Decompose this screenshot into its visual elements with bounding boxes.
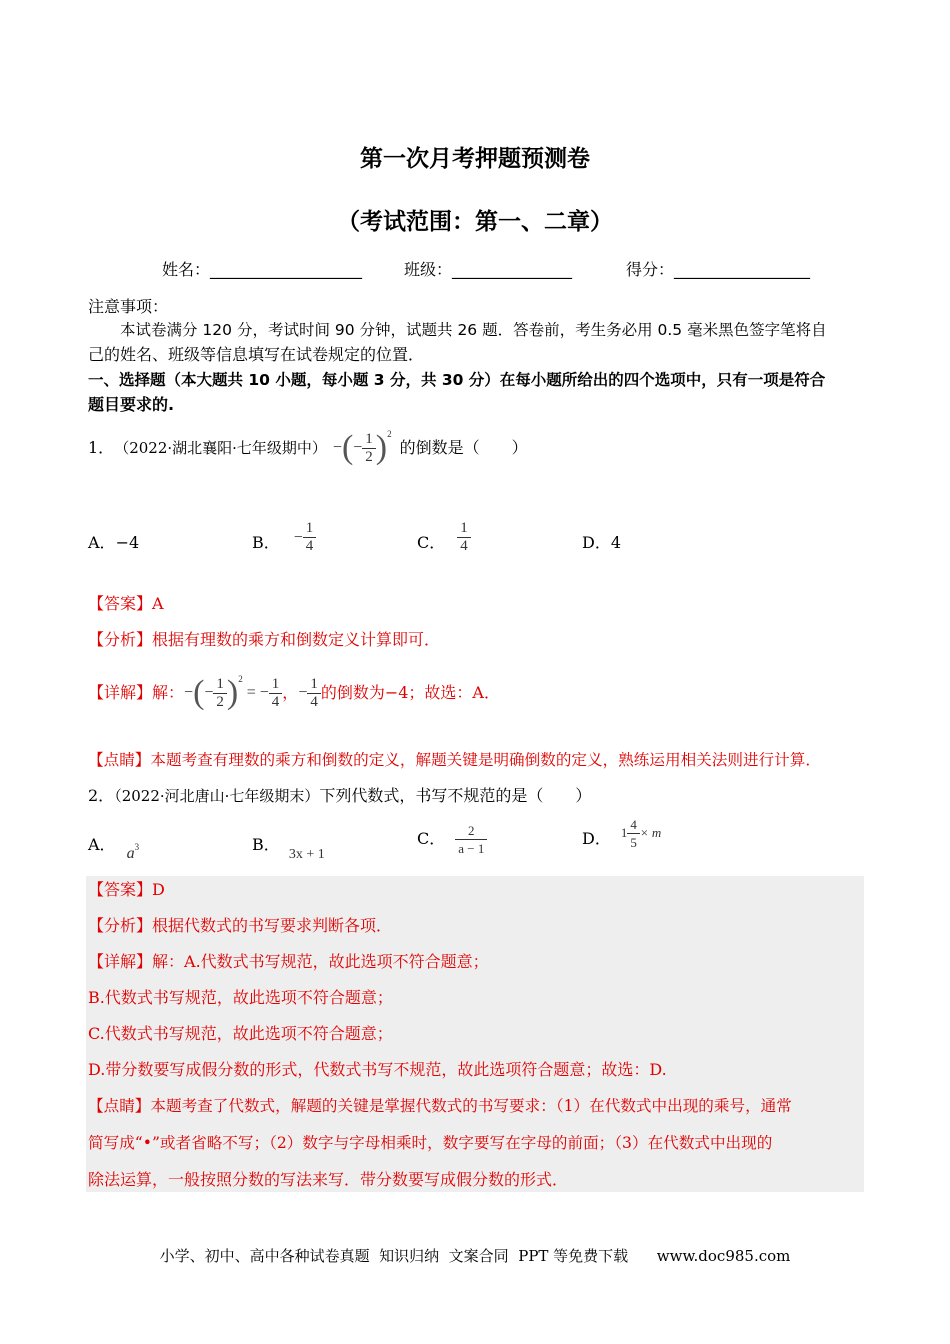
- page-subtitle: （考试范围：第一、二章）: [337, 209, 613, 235]
- q2-answer-tag: 【答案】: [88, 880, 153, 899]
- q1-detail-result-num: 1: [271, 675, 280, 692]
- class-blank: _______________: [452, 260, 573, 279]
- q2-option-d: [582, 818, 661, 860]
- q1-analysis: [88, 630, 440, 650]
- name-label: 姓名：: [162, 260, 211, 279]
- q2-option-c-label: C．: [417, 829, 446, 848]
- q1-option-b-label: B．: [252, 533, 280, 552]
- q1-source: （2022·湖北襄阳·七年级期中）: [114, 439, 327, 457]
- right-paren-icon: ): [226, 674, 239, 711]
- q1-detail-den: 2: [213, 693, 227, 711]
- q1-detail-comma: ，: [282, 683, 299, 702]
- q2-stem-text: 下列代数式，书写不规范的是（ ）: [319, 786, 592, 805]
- q2-option-b: [252, 835, 325, 862]
- q1-detail-num: 1: [216, 675, 224, 692]
- q1-detail-neg-den: 4: [307, 693, 321, 711]
- q1-answer: [88, 594, 164, 614]
- q1-option-c: [417, 505, 471, 555]
- q2-comment: [88, 1096, 792, 1116]
- q2-option-d-fraction: [627, 816, 640, 851]
- q2-analysis-tag: 【分析】: [88, 916, 153, 935]
- q2-option-c-fraction: [455, 822, 487, 857]
- q1-expr-inner-minus: −: [353, 439, 363, 456]
- question-2-stem: [88, 786, 591, 806]
- q2-option-a-label: A．: [88, 835, 116, 854]
- q2-analysis: [88, 916, 392, 936]
- q2-detail: [88, 952, 489, 972]
- q2-option-a: [88, 835, 140, 862]
- class-label: 班级：: [404, 260, 453, 279]
- q1-detail-expression: − ( − $\frac{1}{2}$ ) 2 = − $\frac{1}{4}$: [184, 673, 282, 713]
- q1-answer-tag: 【答案】: [88, 594, 153, 613]
- q1-expr-exponent: 2: [387, 429, 392, 439]
- q1-detail-fraction: [213, 676, 227, 711]
- q2-detail-c: C.代数式书写规范，故此选项不符合题意；: [88, 1024, 393, 1043]
- q1-detail-tag: 【详解】: [88, 683, 153, 702]
- q1-option-a: [88, 533, 139, 553]
- q1-detail-exponent: 2: [238, 674, 243, 684]
- q1-detail-eq: = −: [246, 684, 269, 701]
- q2-option-d-num: 4: [630, 816, 637, 832]
- q2-comment-line-3: 除法运算，一般按照分数的写法来写．带分数要写成假分数的形式．: [88, 1170, 569, 1189]
- q2-detail-d: D.带分数要写成假分数的形式，代数式书写不规范，故此选项符合题意；故选：D.: [88, 1060, 667, 1079]
- q2-answer: [88, 880, 165, 900]
- q1-expr-num: 1: [365, 430, 373, 447]
- q1-option-b-fraction: [303, 520, 317, 555]
- q1-option-b-num: 1: [305, 520, 314, 536]
- q1-stem-tail: 的倒数是（ ）: [399, 438, 528, 457]
- q2-option-a-base: a: [126, 845, 135, 862]
- q2-comment-line-2: 简写成“•”或者省略不写；（2）数字与字母相乘时，数字要写在字母的前面；（3）在代数式中出现的: [88, 1134, 773, 1152]
- page-title: 第一次月考押题预测卷: [360, 146, 590, 172]
- q2-option-d-label: D．: [582, 829, 611, 848]
- q1-detail-neg-fraction: [307, 676, 321, 711]
- section-heading-1: 一、选择题（本大题共 10 小题，每小题 3 分，共 30 分）在每小题所给出的四个选项中，只有一项是符合: [88, 371, 826, 389]
- q1-answer-value: A: [152, 594, 164, 613]
- q1-option-c-num: 1: [460, 520, 468, 536]
- score-blank: _________________: [674, 260, 811, 279]
- q2-option-c: [417, 818, 487, 860]
- q2-option-c-num: 2: [468, 822, 475, 838]
- q1-option-d: [582, 533, 621, 553]
- q1-option-c-fraction: [457, 520, 471, 555]
- q1-expr-den: 2: [362, 448, 376, 466]
- q2-source: （2022·河北唐山·七年级期末）: [114, 787, 320, 805]
- name-blank: ___________________: [210, 260, 363, 279]
- name-field: [162, 260, 362, 280]
- q1-comment-tag: 【点睛】: [88, 751, 151, 769]
- q1-comment: [88, 750, 821, 770]
- question-1-stem: [88, 425, 528, 471]
- q2-option-a-expr: [126, 842, 140, 862]
- q1-option-b: [252, 505, 316, 555]
- q1-option-a-value: −4: [115, 533, 140, 552]
- notice-line-1: 本试卷满分 120 分，考试时间 90 分钟，试题共 26 题．答卷前，考生务必用 0.5 毫米黑色签字笔将自: [120, 321, 827, 339]
- q2-option-d-tail: × m: [639, 825, 662, 840]
- q1-option-a-label: A．: [88, 533, 116, 552]
- notice-heading: 注意事项：: [88, 297, 169, 316]
- q2-option-c-den: a − 1: [455, 839, 487, 857]
- q2-detail-a: 解：A.代数式书写规范，故此选项不符合题意；: [152, 952, 489, 971]
- q1-option-d-label: D．: [582, 533, 611, 552]
- q1-detail-neg-num: 1: [310, 675, 318, 692]
- q1-option-b-sign: −: [293, 528, 303, 546]
- q2-option-d-den: 5: [627, 833, 640, 851]
- section-heading-2: 题目要求的.: [88, 395, 175, 414]
- q1-detail-tail: 的倒数为−4；故选：A．: [320, 683, 500, 702]
- q2-comment-tag: 【点睛】: [88, 1097, 151, 1115]
- class-field: [404, 260, 572, 280]
- q1-detail: [88, 666, 500, 720]
- q1-detail-result-fraction: [269, 676, 283, 711]
- q1-expr-minus: −: [332, 439, 342, 456]
- q1-comment-text: 本题考查有理数的乘方和倒数的定义，解题关键是明确倒数的定义，熟练运用相关法则进行计算．: [150, 751, 821, 769]
- q1-number: 1．: [88, 438, 115, 457]
- q2-analysis-text: 根据代数式的书写要求判断各项．: [152, 916, 393, 935]
- q2-comment-line-1: 本题考查了代数式，解题的关键是掌握代数式的书写要求：（1）在代数式中出现的乘号，通常: [150, 1097, 792, 1115]
- q1-detail-result-den: 4: [269, 693, 283, 711]
- q2-option-b-value: 3x + 1: [288, 847, 325, 862]
- left-paren-icon: (: [193, 674, 205, 711]
- q2-option-d-whole: 1: [620, 825, 628, 840]
- score-label: 得分：: [626, 260, 675, 279]
- q1-option-d-value: 4: [610, 533, 622, 552]
- q2-number: 2．: [88, 786, 115, 805]
- q1-detail-neg: −: [298, 684, 308, 701]
- q2-answer-value: D: [152, 880, 165, 899]
- q1-expr-fraction: [362, 431, 376, 466]
- left-paren-icon: (: [341, 429, 354, 466]
- right-paren-icon: ): [375, 429, 388, 466]
- notice-line-2: 己的姓名、班级等信息填写在试卷规定的位置．: [88, 345, 425, 364]
- score-field: [626, 260, 810, 280]
- q1-analysis-text: 根据有理数的乘方和倒数定义计算即可．: [152, 630, 441, 649]
- q1-option-c-den: 4: [457, 537, 471, 555]
- q1-detail-pre: 解：: [152, 683, 185, 702]
- q2-option-b-label: B．: [252, 835, 280, 854]
- page-footer: 小学、初中、高中各种试卷真题 知识归纳 文案合同 PPT 等免费下载 www.doc985.com: [159, 1247, 791, 1265]
- q1-expression: [333, 428, 392, 468]
- q2-detail-b: B.代数式书写规范，故此选项不符合题意；: [88, 988, 393, 1007]
- q1-analysis-tag: 【分析】: [88, 630, 153, 649]
- q1-option-b-den: 4: [303, 537, 317, 555]
- q2-option-a-exp: 3: [134, 842, 140, 852]
- q1-option-c-label: C．: [417, 533, 446, 552]
- q2-detail-tag: 【详解】: [88, 952, 153, 971]
